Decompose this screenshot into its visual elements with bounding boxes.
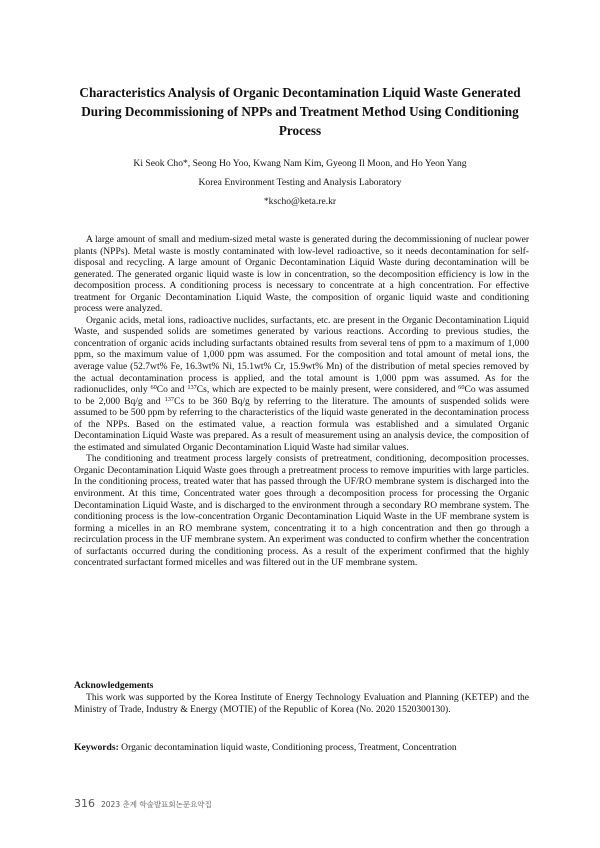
paragraph-2-part-b: Cs, which are expected to be mainly present, were considered, and <box>196 384 459 396</box>
abstract-paragraph-1: A large amount of small and medium-sized metal waste is generated during the decommissioning of nuclear power plants (NPPs). Metal waste is mostly contaminated with low-level radioactive, so it needs decontamination for self-disposal and recycling. A large amount of Organic Decontamination Liquid Waste during decontamination will be generated. The generated organic liquid waste is low in concentration, so the decomposition efficiency is low in the decomposition process. A conditioning process is necessary to concentrate at a high concentration. For effective treatment for Organic Decontamination Liquid Waste, the composition of organic liquid waste and conditioning process were analyzed. <box>74 234 529 315</box>
author-list: Ki Seok Cho*, Seong Ho Yoo, Kwang Nam Kim, Gyeong Il Moon, and Ho Yeon Yang <box>133 158 467 169</box>
superscript-60: 60 <box>150 384 157 392</box>
paragraph-2-part-a: Organic acids, metal ions, radioactive nuclides, surfactants, etc. are present in the Organic Decontamination Liquid Waste, and suspended solids are sometimes generated by various reactions. According to previous studies, the concentration of organic acids including surfactants obtained results from several tens of ppm to a maximum of 1,000 ppm, so the maximum value of 1,000 ppm was assumed. For the composition and total amount of metal ions, the average value (52.7wt% Fe, 16.3wt% Ni, 15.1wt% Cr, 15.9wt% Mn) of the distribution of metal species removed by the actual decontamination process is applied, and the total amount is 1,000 ppm was assumed. As for the radionuclides, only <box>74 314 529 396</box>
keywords-text: Organic decontamination liquid waste, Conditioning process, Treatment, Concentration <box>121 742 457 753</box>
superscript-60-second: 60 <box>458 384 465 392</box>
acknowledgements-text: This work was supported by the Korea Institute of Energy Technology Evaluation and Planning (KETEP) and the Ministry of Trade, Industry & Energy (MOTIE) of the Republic of Korea (No. 2020 1520300130). <box>74 692 529 715</box>
page-footer <box>74 792 212 808</box>
proceedings-name: 2023 춘계 학술발표회논문요약집 <box>101 800 212 809</box>
affiliation: Korea Environment Testing and Analysis Laboratory <box>198 177 402 188</box>
acknowledgements-heading: Acknowledgements <box>74 680 154 691</box>
keywords <box>74 742 529 754</box>
paragraph-2-co: Co and <box>156 384 188 396</box>
paper-title: Characteristics Analysis of Organic Decontamination Liquid Waste Generated During Decommissioning of NPPs and Treatment Method Using Conditioning Process <box>79 85 521 138</box>
paragraph-2-part-d: Cs to be 360 Bq/g by referring to the literature. The amounts of suspended solids were assumed to be 500 ppm by referring to the characteristics of the liquid waste generated in the decontamination process of the NPPs. Based on the estimated value, a reaction formula was established and a simulated Organic Decontamination Liquid Waste was prepared. As a result of measurement using an analysis device, the composition of the estimated and simulated Organic Decontamination Liquid Waste had similar values. <box>74 395 529 453</box>
abstract-paragraph-2 <box>74 315 529 454</box>
keywords-label: Keywords: <box>74 742 119 753</box>
abstract-paragraph-3: The conditioning and treatment process largely consists of pretreatment, conditioning, decomposition processes. Organic Decontamination Liquid Waste goes through a pretreatment process to remove impurities with large particles. In the conditioning process, treated water that has passed through the UF/RO membrane system is discharged into the environment. At this time, Concentrated water goes through a decomposition process for processing the Organic Decontamination Liquid Waste, and is discharged to the environment through a secondary RO membrane system. The conditioning process is the low-concentration Organic Decontamination Liquid Waste in the UF membrane system is forming a micelles in an RO membrane system, concentrating it to a high concentration and then go through a recirculation process in the UF membrane system. An experiment was conducted to confirm whether the concentration of surfactants occurred during the conditioning process. As a result of the experiment confirmed that the highly concentrated surfactant formed micelles and was filtered out in the UF membrane system. <box>74 453 529 569</box>
abstract-body <box>74 234 529 569</box>
superscript-137: 137 <box>187 384 197 392</box>
superscript-137-second: 137 <box>164 395 175 403</box>
corresponding-email: *kscho@keta.re.kr <box>263 196 337 207</box>
paragraph-2-part-c: Co was assumed to be 2,000 Bq/g and <box>74 384 529 407</box>
page-number: 316 <box>74 797 95 810</box>
